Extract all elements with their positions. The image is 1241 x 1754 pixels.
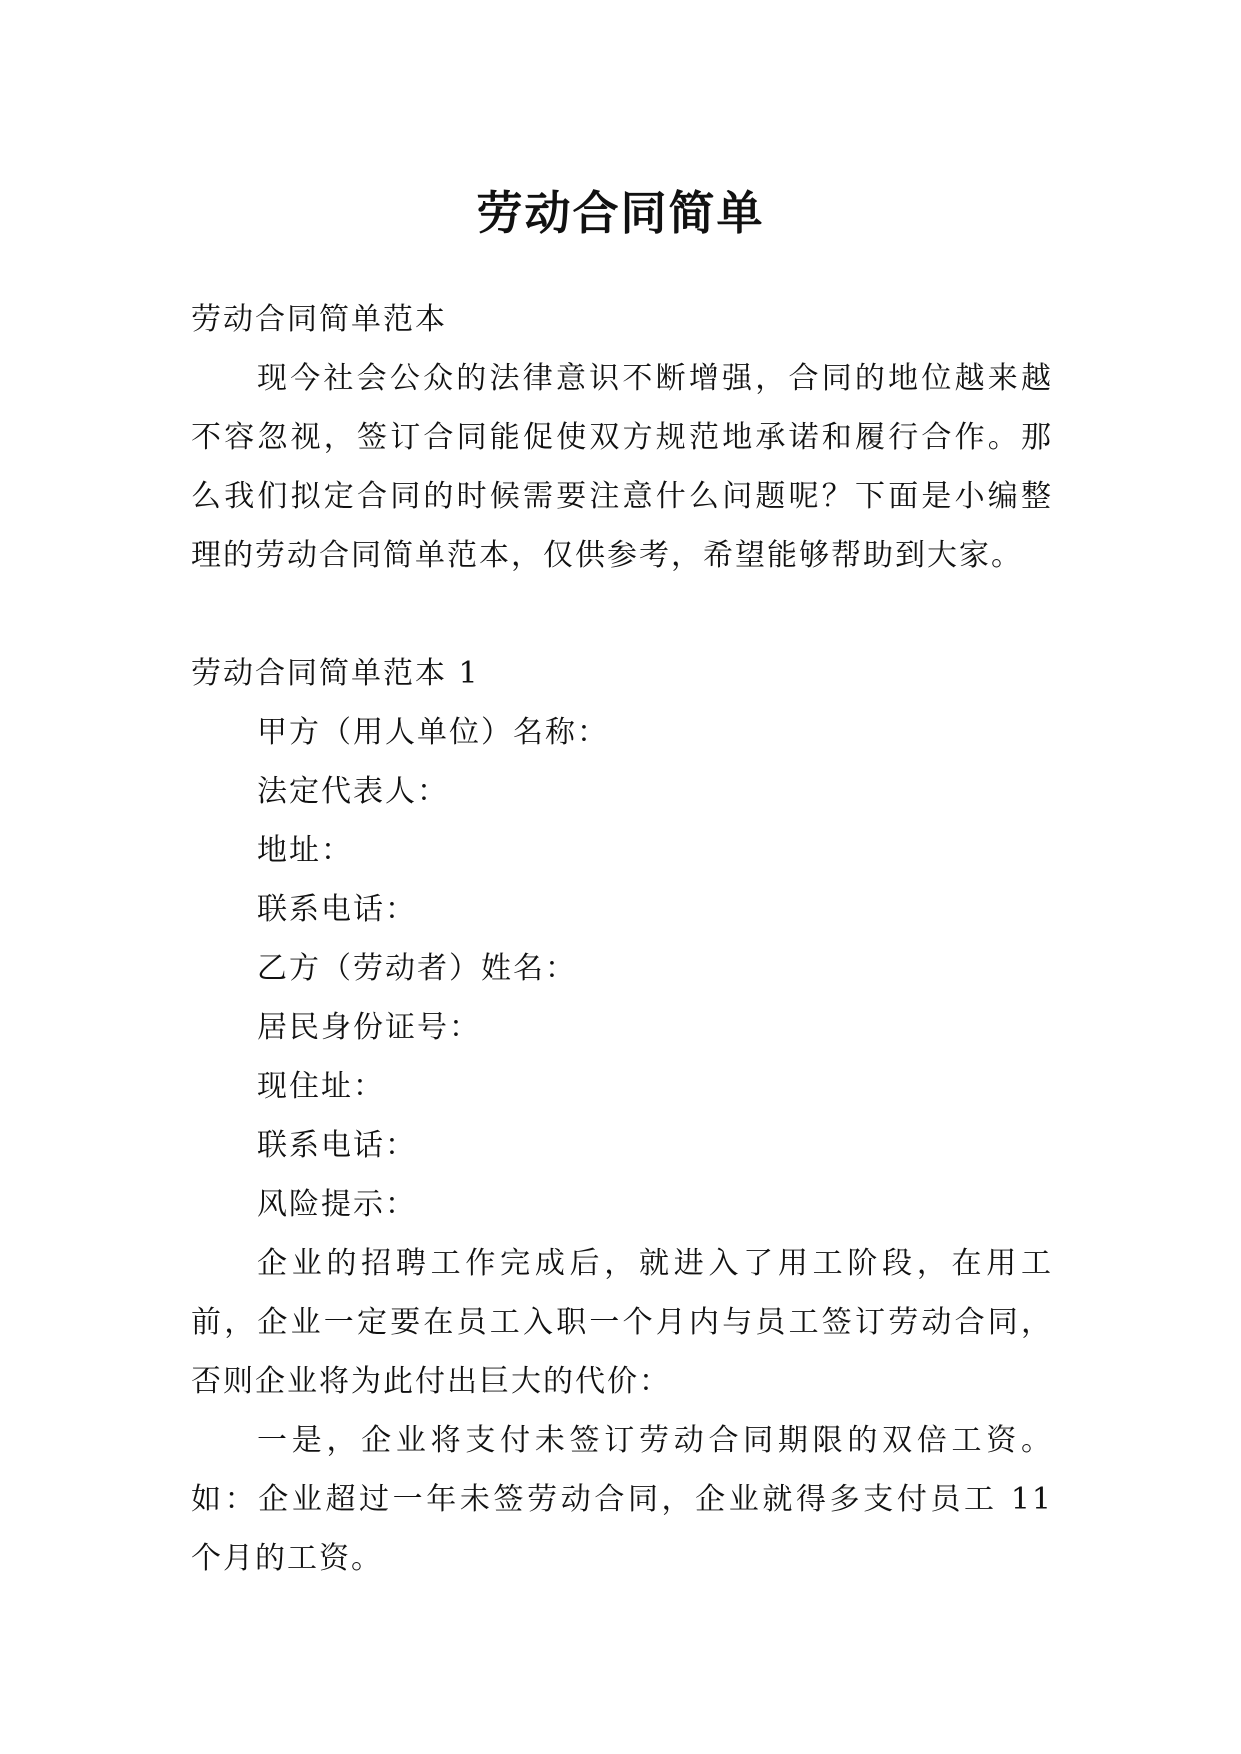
party-a-name-field: 甲方（用人单位）名称：	[257, 715, 609, 750]
point-one-paragraph: 一是，企业将支付未签订劳动合同期限的双倍工资。如：企业超过一年未签劳动合同，企业就得多支付员工 11 个月的工资。	[191, 1423, 1053, 1576]
legal-representative-field: 法定代表人：	[257, 774, 449, 809]
document-body	[191, 290, 1053, 1588]
address-field: 地址：	[257, 833, 353, 868]
intro-paragraph: 现今社会公众的法律意识不断增强，合同的地位越来越不容忽视，签订合同能促使双方规范地承诺和履行合作。那么我们拟定合同的时候需要注意什么问题呢？下面是小编整理的劳动合同简单范本，仅供参考，希望能够帮助到大家。	[191, 361, 1053, 573]
party-b-phone-field: 联系电话：	[257, 1128, 417, 1163]
section-heading: 劳动合同简单范本 1	[191, 656, 480, 691]
party-b-name-field: 乙方（劳动者）姓名：	[257, 951, 577, 986]
id-number-field: 居民身份证号：	[257, 1010, 481, 1045]
risk-label: 风险提示：	[257, 1187, 417, 1222]
document-title: 劳动合同简单	[476, 185, 765, 240]
party-a-phone-field: 联系电话：	[257, 892, 417, 927]
subtitle: 劳动合同简单范本	[191, 302, 447, 337]
current-address-field: 现住址：	[257, 1069, 385, 1104]
risk-paragraph: 企业的招聘工作完成后，就进入了用工阶段，在用工前，企业一定要在员工入职一个月内与员工签订劳动合同，否则企业将为此付出巨大的代价：	[191, 1246, 1053, 1399]
paragraph-spacer	[191, 585, 1053, 644]
